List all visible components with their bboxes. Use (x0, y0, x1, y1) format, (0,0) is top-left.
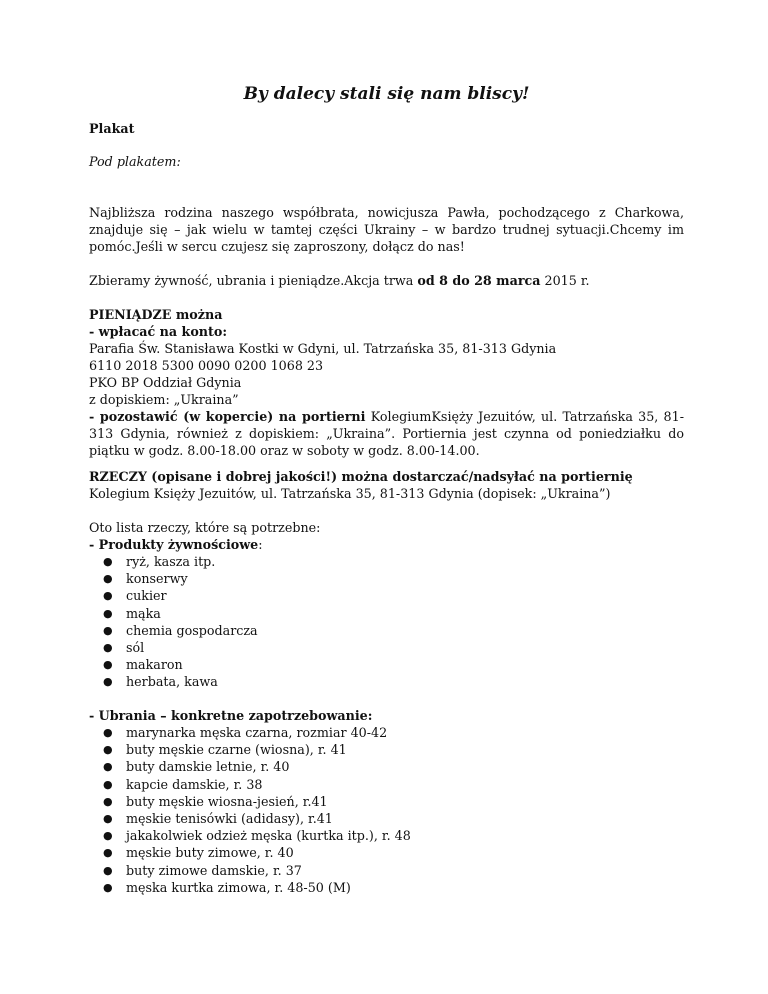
bullet-icon: ● (103, 880, 113, 894)
list-item (89, 724, 684, 741)
list-item-text: jakakolwiek odzież męska (kurtka itp.), r. 48 (126, 828, 411, 844)
produkty-heading-text: - Produkty żywnościowe (89, 537, 259, 552)
bullet-icon: ● (103, 743, 113, 757)
pieniadze-konto-label: - wpłacać na konto: (89, 324, 228, 339)
lista-section (89, 519, 684, 691)
bullet-icon: ● (103, 555, 113, 568)
zbieramy-text: Zbieramy żywność, ubrania i pieniądze.Akcja trwa (89, 273, 418, 288)
list-item (89, 673, 684, 690)
produkty-colon: : (258, 537, 263, 552)
bullet-icon: ● (103, 675, 113, 689)
list-item-text: herbata, kawa (126, 674, 218, 690)
bullet-icon: ● (103, 623, 113, 637)
pod-plakatem-label: Pod plakatem: (89, 154, 181, 169)
plakat-label: Plakat (89, 121, 135, 136)
list-item-text: ryż, kasza itp. (126, 554, 216, 569)
list-item-text: chemia gospodarcza (126, 622, 258, 638)
ubrania-section (89, 707, 684, 896)
list-item (89, 656, 684, 673)
list-item (89, 605, 684, 622)
bullet-icon: ● (103, 863, 113, 877)
ubrania-heading: - Ubrania – konkretne zapotrzebowanie: (89, 708, 373, 723)
list-item (89, 587, 684, 604)
rzeczy-section (89, 468, 684, 502)
portiernia-text: KolegiumKsięży Jezuitów, ul. Tatrzańska 35, 81-313 Gdynia, również z dopiskiem: „Ukraina”. Portiernia jest czynna od poniedziałku do piątku w godz. 8.00-18.00 oraz w soboty w godz. 8.00-14.00. (89, 409, 684, 458)
list-item (89, 879, 684, 896)
bullet-icon: ● (103, 606, 113, 620)
rzeczy-heading: RZECZY (opisane i dobrej jakości!) można dostarczać/nadsyłać na portiernię (89, 469, 633, 484)
list-item-text: buty damskie letnie, r. 40 (126, 759, 290, 775)
list-item (89, 810, 684, 827)
list-item-text: konserwy (126, 571, 188, 587)
list-item (89, 827, 684, 844)
list-item-text: buty męskie czarne (wiosna), r. 41 (126, 742, 347, 758)
produkty-heading (89, 536, 684, 553)
list-item (89, 758, 684, 775)
list-item-text: męskie buty zimowe, r. 40 (126, 845, 294, 861)
bullet-icon: ● (103, 658, 113, 672)
intro-paragraph: Najbliższa rodzina naszego współbrata, nowicjusza Pawła, pochodzącego z Charkowa, znajduje się – jak wielu w tamtej części Ukrainy – w bardzo trudnej sytuacji.Chcemy im pomóc.Jeśli w sercu czujesz się zaproszony, dołącz do nas! (89, 205, 684, 254)
rzeczy-address: Kolegium Księży Jezuitów, ul. Tatrzańska 35, 81-313 Gdynia (dopisek: „Ukraina”) (89, 486, 611, 501)
bullet-icon: ● (103, 829, 113, 843)
dopisek-note: z dopiskiem: „Ukraina” (89, 392, 239, 407)
bank-name: PKO BP Oddział Gdynia (89, 375, 242, 390)
list-item-text: kapcie damskie, r. 38 (126, 776, 263, 792)
parafia-address: Parafia Św. Stanisława Kostki w Gdyni, ul. Tatrzańska 35, 81-313 Gdynia (89, 341, 557, 356)
list-item-text: buty męskie wiosna-jesień, r.41 (126, 793, 328, 809)
document-title: By dalecy stali się nam bliscy! (243, 84, 530, 104)
list-item (89, 844, 684, 861)
list-item (89, 862, 684, 879)
portiernia-paragraph (89, 408, 684, 459)
bullet-icon: ● (103, 572, 113, 586)
list-item-text: sól (126, 639, 145, 655)
account-number: 6110 2018 5300 0090 0200 1068 23 (89, 358, 324, 373)
zbieramy-paragraph (89, 272, 684, 289)
bullet-icon: ● (103, 589, 113, 603)
list-item-text: męskie tenisówki (adidasy), r.41 (126, 810, 333, 826)
list-item (89, 570, 684, 587)
list-item (89, 776, 684, 793)
pieniadze-heading: PIENIĄDZE można (89, 307, 223, 322)
list-item-text: cukier (126, 588, 167, 604)
list-item-text: męska kurtka zimowa, r. 48-50 (M) (126, 879, 351, 895)
bullet-icon: ● (103, 760, 113, 774)
bullet-icon: ● (103, 794, 113, 808)
list-item-text: makaron (126, 657, 183, 673)
list-item-text: marynarka męska czarna, rozmiar 40-42 (126, 725, 388, 740)
ubrania-list (89, 724, 684, 896)
portiernia-label: - pozostawić (w kopercie) na portierni (89, 409, 366, 424)
list-item (89, 639, 684, 656)
list-item (89, 741, 684, 758)
bullet-icon: ● (103, 726, 113, 739)
bullet-icon: ● (103, 777, 113, 791)
bullet-icon: ● (103, 640, 113, 654)
produkty-list (89, 553, 684, 691)
bullet-icon: ● (103, 811, 113, 825)
list-item (89, 622, 684, 639)
list-item (89, 793, 684, 810)
pieniadze-section (89, 306, 684, 459)
list-item (89, 553, 684, 570)
zbieramy-year: 2015 r. (540, 273, 590, 288)
list-item-text: buty zimowe damskie, r. 37 (126, 862, 302, 878)
bullet-icon: ● (103, 846, 113, 860)
lista-intro: Oto lista rzeczy, które są potrzebne: (89, 520, 321, 535)
list-item-text: mąka (126, 605, 161, 621)
zbieramy-dates: od 8 do 28 marca (417, 273, 541, 288)
